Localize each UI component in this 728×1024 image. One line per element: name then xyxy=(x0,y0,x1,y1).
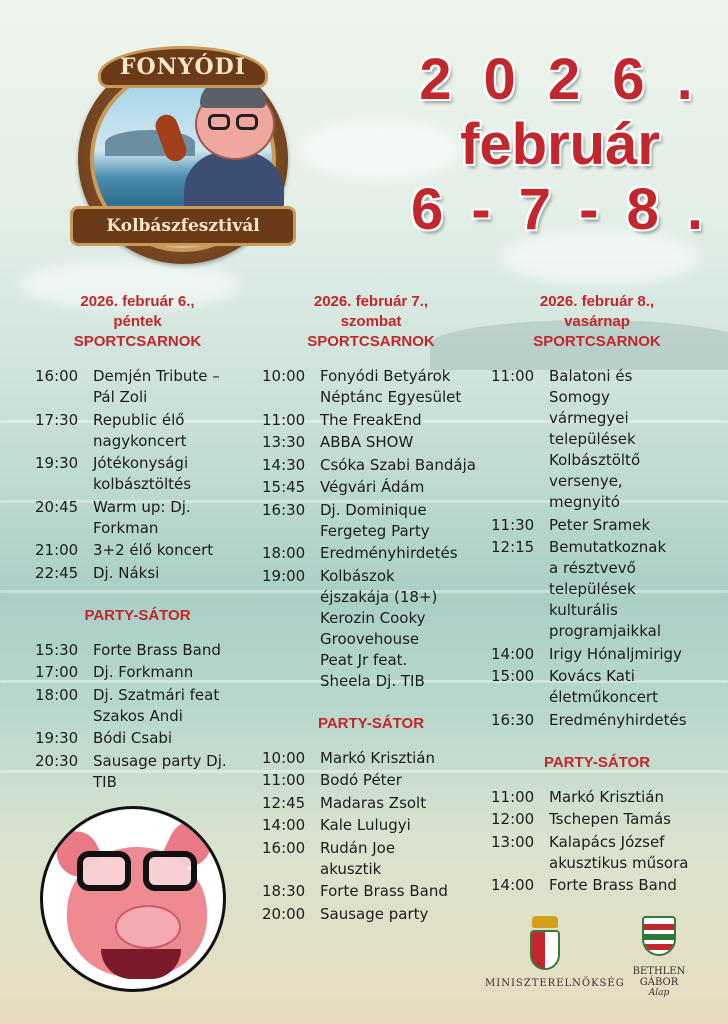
event-name: Eredményhirdetés xyxy=(549,710,687,729)
day-venue: SPORTCSARNOK xyxy=(73,333,202,350)
event-row xyxy=(262,410,480,431)
festival-date xyxy=(410,48,710,242)
event-row xyxy=(491,366,703,513)
event-row xyxy=(35,410,240,452)
date-year: 2 0 2 6 . xyxy=(419,47,701,112)
event-time: 16:00 xyxy=(35,367,79,385)
logo-top-ribbon xyxy=(98,46,268,88)
event-row xyxy=(35,540,240,561)
logo-top-text: FONYÓDI xyxy=(119,54,247,80)
event-row xyxy=(35,563,240,584)
event-name: Bemutatkoznak a résztvevő települések kulturális programjaikkal xyxy=(549,538,667,640)
event-name: Demjén Tribute – Pál Zoli xyxy=(93,367,220,406)
event-row xyxy=(35,453,240,495)
day-venue: SPORTCSARNOK xyxy=(307,333,435,350)
event-time: 11:00 xyxy=(262,410,306,429)
event-row xyxy=(262,566,480,692)
event-name: Kalapács József akusztikus műsora xyxy=(549,832,689,872)
pig-mascot-circle xyxy=(40,806,226,992)
pig-jacket xyxy=(184,152,284,212)
event-name: Forte Brass Band xyxy=(549,876,677,894)
event-name: Dj. Náksi xyxy=(93,563,160,582)
event-row xyxy=(491,710,703,731)
event-row xyxy=(491,666,703,708)
event-time: 11:00 xyxy=(491,367,535,385)
day-weekday: péntek xyxy=(113,313,162,330)
event-row xyxy=(35,751,240,793)
fund-subtitle: Alap xyxy=(648,988,670,998)
event-time: 12:45 xyxy=(262,793,306,812)
logo-bottom-text: Kolbászfesztivál xyxy=(106,216,260,236)
tent-event-list xyxy=(262,748,480,925)
event-time: 12:15 xyxy=(491,538,535,556)
event-row xyxy=(35,728,240,749)
event-time: 16:30 xyxy=(491,710,535,729)
event-name: Republic élő nagykoncert xyxy=(93,410,187,450)
hungarian-coat-of-arms-icon xyxy=(530,930,560,970)
day-weekday: szombat xyxy=(340,313,402,330)
event-time: 16:00 xyxy=(262,838,306,857)
event-name: Eredményhirdetés xyxy=(320,544,458,562)
event-row xyxy=(262,748,480,769)
event-time: 20:30 xyxy=(35,751,79,770)
event-name: Markó Krisztián xyxy=(320,748,436,767)
event-list xyxy=(491,366,703,731)
date-days: 6 - 7 - 8 . xyxy=(410,177,710,242)
event-time: 13:30 xyxy=(262,433,306,451)
party-tent-title: PARTY-SÁTOR xyxy=(84,606,191,624)
day-column-saturday xyxy=(262,292,480,926)
event-name: Fonyódi Betyárok Néptánc Egyesület xyxy=(320,367,462,406)
event-name: Kolbászok éjszakája (18+) Kerozin Cooky Groovehouse Peat Jr feat. Sheela Dj. TIB xyxy=(320,566,438,690)
event-time: 15:00 xyxy=(491,667,535,685)
event-name: Dj. Dominique Fergeteg Party xyxy=(320,500,430,540)
event-row xyxy=(491,515,703,536)
event-time: 13:00 xyxy=(491,832,535,851)
event-name: 3+2 élő koncert xyxy=(93,541,214,559)
event-time: 18:30 xyxy=(262,882,306,900)
day-venue: SPORTCSARNOK xyxy=(533,333,661,350)
event-time: 10:00 xyxy=(262,367,306,385)
event-name: Rudán Joe akusztik xyxy=(320,838,396,878)
day-date: 2026. február 6., xyxy=(80,293,195,310)
event-row xyxy=(491,832,703,874)
event-row xyxy=(262,815,480,836)
event-name: Bódi Csabi xyxy=(93,729,173,747)
event-row xyxy=(262,477,480,498)
event-time: 19:30 xyxy=(35,729,79,747)
event-row xyxy=(262,432,480,453)
event-time: 20:00 xyxy=(262,904,306,923)
event-time: 21:00 xyxy=(35,541,79,559)
event-time: 19:30 xyxy=(35,454,79,472)
event-time: 16:30 xyxy=(262,500,306,519)
event-name: Kale Lulugyi xyxy=(320,816,411,834)
day-heading xyxy=(35,292,240,352)
event-name: ABBA SHOW xyxy=(320,433,414,451)
event-time: 12:00 xyxy=(491,810,535,828)
tent-event-list xyxy=(491,787,703,897)
event-time: 19:00 xyxy=(262,566,306,585)
event-row xyxy=(262,366,480,408)
event-row xyxy=(491,537,703,642)
event-name: Peter Sramek xyxy=(549,515,651,534)
event-name: The FreakEnd xyxy=(320,410,422,429)
event-time: 14:00 xyxy=(491,876,535,894)
event-time: 14:30 xyxy=(262,455,306,474)
day-weekday: vasárnap xyxy=(564,313,630,330)
event-row xyxy=(262,500,480,542)
event-name: Irigy Hónaljmirigy xyxy=(549,644,682,663)
event-row xyxy=(262,904,480,925)
event-list xyxy=(35,366,240,584)
event-row xyxy=(491,787,703,808)
event-time: 22:45 xyxy=(35,563,79,582)
event-row xyxy=(491,644,703,665)
event-name: Végvári Ádám xyxy=(320,478,425,496)
event-row xyxy=(35,497,240,539)
event-time: 11:00 xyxy=(262,771,306,789)
glasses-icon xyxy=(73,851,203,895)
event-name: Dj. Szatmári feat Szakos Andi xyxy=(93,685,220,725)
event-row xyxy=(262,793,480,814)
event-name: Warm up: Dj. Forkman xyxy=(93,497,191,537)
event-name: Csóka Szabi Bandája xyxy=(320,455,476,474)
crown-icon xyxy=(532,916,558,928)
day-column-friday xyxy=(35,292,240,794)
event-time: 15:30 xyxy=(35,640,79,659)
event-name: Dj. Forkmann xyxy=(93,663,194,681)
pig-snout xyxy=(115,905,181,949)
event-name: Sausage party Dj. TIB xyxy=(93,751,227,791)
fund-name: BETHLEN GÁBOR xyxy=(632,966,686,988)
day-heading xyxy=(262,292,480,352)
date-month: február xyxy=(460,112,660,177)
day-heading xyxy=(491,292,703,352)
event-name: Kovács Kati életműkoncert xyxy=(549,667,658,706)
event-time: 18:00 xyxy=(35,685,79,704)
event-name: Balatoni és Somogy vármegyei települések Kolbásztöltő versenye, megnyitó xyxy=(549,367,641,511)
bethlen-gabor-fund-logo xyxy=(618,916,700,998)
event-row xyxy=(35,685,240,727)
event-row xyxy=(35,366,240,408)
day-date: 2026. február 7., xyxy=(313,293,429,310)
tent-event-list xyxy=(35,640,240,793)
festival-logo xyxy=(60,40,305,270)
event-row xyxy=(35,662,240,683)
event-name: Madaras Zsolt xyxy=(320,793,427,812)
event-time: 20:45 xyxy=(35,497,79,516)
pig-glasses xyxy=(206,114,262,132)
logo-bottom-ribbon xyxy=(70,206,296,246)
party-tent-title: PARTY-SÁTOR xyxy=(543,753,651,771)
event-name: Sausage party xyxy=(320,904,429,923)
event-time: 11:00 xyxy=(491,787,535,806)
event-name: Forte Brass Band xyxy=(93,640,221,659)
day-column-sunday xyxy=(491,292,703,898)
day-date: 2026. február 8., xyxy=(539,293,655,310)
event-name: Bodó Péter xyxy=(320,771,402,789)
event-name: Forte Brass Band xyxy=(320,882,448,900)
event-time: 14:00 xyxy=(262,816,306,834)
party-tent-title: PARTY-SÁTOR xyxy=(317,714,425,732)
event-time: 15:45 xyxy=(262,478,306,496)
event-row xyxy=(35,640,240,661)
event-time: 14:00 xyxy=(491,644,535,663)
event-time: 10:00 xyxy=(262,748,306,767)
event-name: Markó Krisztián xyxy=(549,787,665,806)
event-row xyxy=(262,543,480,564)
event-name: Jótékonysági kolbásztöltés xyxy=(93,454,192,493)
event-time: 11:30 xyxy=(491,515,535,534)
event-time: 18:00 xyxy=(262,544,306,562)
event-row xyxy=(491,809,703,830)
event-row xyxy=(262,838,480,880)
event-time: 17:00 xyxy=(35,663,79,681)
event-row xyxy=(262,770,480,791)
event-time: 17:30 xyxy=(35,410,79,429)
event-row xyxy=(262,455,480,476)
event-row xyxy=(491,875,703,896)
event-row xyxy=(262,881,480,902)
event-list xyxy=(262,366,480,692)
shield-icon xyxy=(642,916,676,956)
event-name: Tschepen Tamás xyxy=(549,810,671,828)
ministry-name: MINISZTERELNÖKSÉG xyxy=(485,978,625,989)
ministry-logo xyxy=(485,916,625,989)
